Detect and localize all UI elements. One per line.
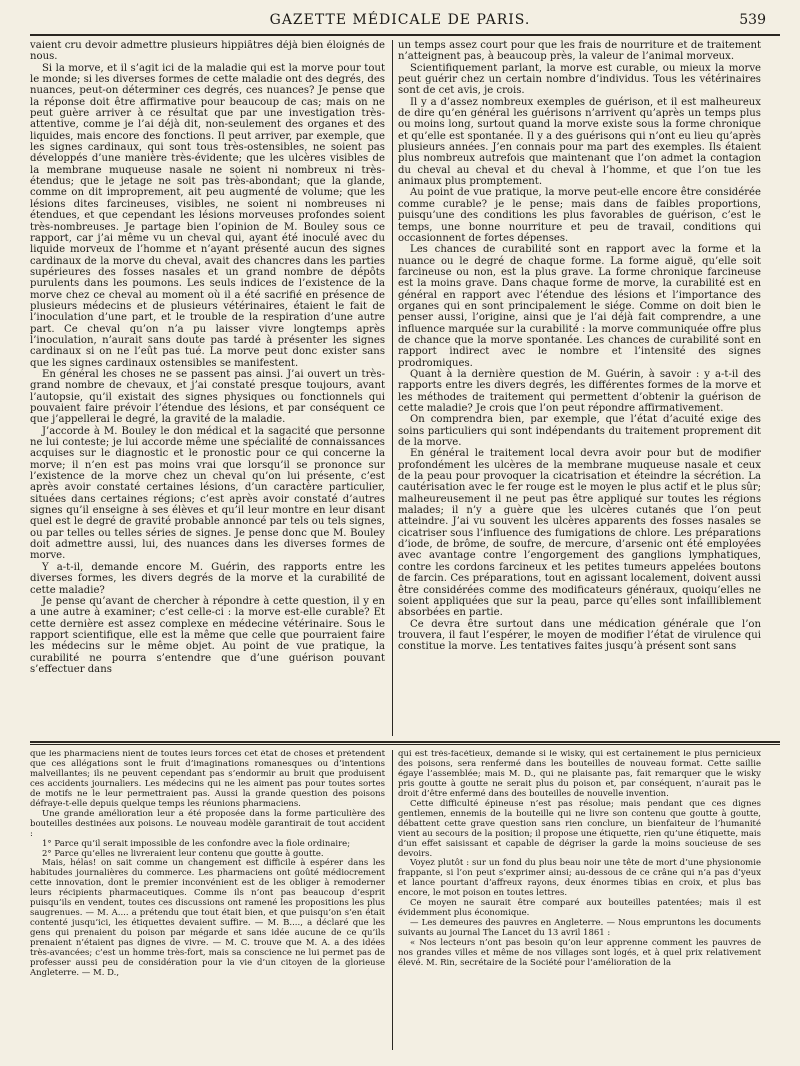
paragraph: Mais, hélas! on sait comme un changement est difficile à espérer dans les habitudes journalières du commerce. Les pharmaciens ont goûté médiocrement cette innovation, dont le premier inconvénient est de les obliger à remoderner leurs récipients pharmaceutiques. Comme ils n’ont pas beaucoup d’esprit puisqu’ils en vendent, toutes ces discussions ont ramené les propositions les plus saugrenues. — M. A.... a prétendu que tout était bien, et que puisqu’on s’en était contenté jusqu’ici, les étiquettes devaient suffire. — M. B...., a déclaré que les gens qui prenaient du poison par mégarde et sans idée aucune de ce qu’ils prenaient n’étaient pas dignes de vivre. — M. C. trouve que M. A. a des idées très-avancées; c’est un homme très-fort, mais sa conscience ne lui permet pas de professer aussi peu de considération pour la vie d’un citoyen de la glorieuse Angleterre. — M. D., (30, 858, 385, 978)
feuilleton-rule-bottom (30, 744, 780, 745)
feuilleton-column-divider (392, 750, 393, 1050)
paragraph: Au point de vue pratique, la morve peut-elle encore être considérée comme curable? je le pense; mais dans de faibles proportions, puisqu’une des conditions les plus favorables de guérison, c’est le temps, une bonne nourriture et peu de travail, conditions qui occasionnent de fortes dépenses. (398, 187, 761, 244)
paragraph: On comprendra bien, par exemple, que l’état d’acuité exige des soins particuliers qui sont indépendants du traitement proprement dit de la morve. (398, 414, 761, 449)
paragraph: un temps assez court pour que les frais de nourriture et de traitement n’atteignent pas, à beaucoup près, la valeur de l’animal morveux. (398, 40, 761, 63)
paragraph: Ce devra être surtout dans une médication générale que l’on trouvera, il faut l’espérer, le moyen de modifier l’état de virulence qui constitue la morve. Les tentatives faites jusqu’à présent sont sans (398, 618, 761, 653)
paragraph: « Nos lecteurs n’ont pas besoin qu’on leur apprenne comment les pauvres de nos grandes villes et même de nos villages sont logés, et à quel prix relativement élevé. M. Rin, secrétaire de la Société pour l’amélioration de la (398, 938, 761, 969)
paragraph: Ce moyen ne saurait être comparé aux bouteilles patentées; mais il est évidemment plus économique. (398, 898, 761, 919)
feuilleton-rule-top (30, 741, 780, 743)
header-rule (30, 34, 780, 36)
section-heading-paragraph: — Les demeures des pauvres en Angleterre. — Nous empruntons les documents suivants au journal The Lancet du 13 avril 1861 : (398, 918, 761, 939)
paragraph: qui est très-facétieux, demande si le wisky, qui est certainement le plus pernicieux des poisons, sera renfermé dans les bouteilles de nouveau format. Cette saillie égaye l’assemblée; mais M. D., qui ne plaisante pas, fait remarquer que le wisky pris goutte à goutte ne serait plus du poison et, par conséquent, n’aurait pas le droit d’être enfermé dans des bouteilles de nouvelle invention. (398, 750, 761, 799)
paragraph: Il y a d’assez nombreux exemples de guérison, et il est malheureux de dire qu’en général les guérisons n’arrivent qu’après un temps plus ou moins long, surtout quand la morve existe sous la forme chronique et qu’elle est spontanée. Il y a des guérisons qui n’ont eu lieu qu’après plusieurs années. J’en connais pour ma part des exemples. Ils étaient plus nombreux autrefois que maintenant que l’on admet la contagion du cheval au cheval et du cheval à l’homme, et que l’on tue les animaux plus promptement. (398, 96, 761, 188)
paragraph: Y a-t-il, demande encore M. Guérin, des rapports entre les diverses formes, les divers degrés de la morve et la curabilité de cette maladie? (30, 561, 385, 596)
main-column-left (30, 40, 385, 736)
page-header (0, 8, 800, 32)
paragraph: Je pense qu’avant de chercher à répondre à cette question, il y en a une autre à examiner; c’est celle-ci : la morve est-elle curable? Et cette dernière est assez complexe en médecine vétérinaire. Sous le rapport scientifique, elle est la même que celle que pourraient faire les médecins sur le même objet. Au point de vue pratique, la curabilité ne pourra s’entendre que d’une guérison pouvant s’effectuer dans (30, 595, 385, 675)
feuilleton-column-left (30, 750, 385, 1050)
main-column-right (398, 40, 761, 736)
paragraph: Les chances de curabilité sont en rapport avec la forme et la nuance ou le degré de chaque forme. La forme aiguë, qu’elle soit farcineuse ou non, est la plus grave. La forme chronique farcineuse est la moins grave. Dans chaque forme de morve, la curabilité est en général en rapport avec l’étendue des lésions et l’importance des organes qui en sont principalement le siége. Comme on doit bien le penser aussi, l’origine, ainsi que je l’ai déjà fait comprendre, a une influence marquée sur la curabilité : la morve communiquée offre plus de chance que la morve spontanée. Les chances de curabilité sont en rapport indirect avec le nombre et l’intensité des signes prodromiques. (398, 244, 761, 369)
paragraph: Voyez plutôt : sur un fond du plus beau noir une tête de mort d’une physionomie frappante, si l’on peut s’exprimer ainsi; au-dessous de ce crâne qui n’a pas d’yeux et lance pourtant d’affreux rayons, deux énormes tibias en croix, et plus bas encore, le mot poison en toutes lettres. (398, 858, 761, 899)
column-divider (392, 40, 393, 736)
paragraph: En général les choses ne se passent pas ainsi. J’ai ouvert un très-grand nombre de chevaux, et j’ai constaté presque toujours, avant l’autopsie, qu’il existait des signes physiques ou fonctionnels qui pouvaient faire prévoir l’étendue des lésions, et par conséquent ce que j’appellerai le degré, la gravité de la maladie. (30, 368, 385, 426)
paragraph: Cette difficulté épineuse n’est pas résolue; mais pendant que ces dignes gentlemen, ennemis de la bouteille qui ne livre son contenu que goutte à goutte, débattent cette grave question sans rien conclure, un bienfaiteur de l’humanité vient au secours de la position; il propose une étiquette, rien qu’une étiquette, mais d’un effet saisissant et capable de dégriser la garde la moins soucieuse de ses devoirs. (398, 798, 761, 859)
feuilleton-column-right (398, 750, 761, 1050)
paragraph: Quant à la dernière question de M. Guérin, à savoir : y a-t-il des rapports entre les divers degrés, les différentes formes de la morve et les méthodes de traitement qui permettent d’obtenir la guérison de cette maladie? Je crois que l’on peut répondre affirmativement. (398, 368, 761, 414)
paragraph: Scientifiquement parlant, la morve est curable, ou mieux la morve peut guérir chez un certain nombre d’individus. Tous les vétérinaires sont de cet avis, je crois. (398, 62, 761, 97)
paragraph: J’accorde à M. Bouley le don médical et la sagacité que personne ne lui conteste; je lui accorde même une spécialité de connaissances acquises sur le diagnostic et le pronostic pour ce qui concerne la morve; il n’en est pas moins vrai que lorsqu’il se prononce sur l’existence de la morve chez un cheval qu’on lui présente, c’est après avoir constaté certaines lésions, d’un caractère particulier, situées dans certaines régions; c’est après avoir constaté d’autres signes qu’il enseigne à ses élèves et qu’il leur montre en leur disant quel est le degré de gravité probable annoncé par tels ou tels signes, ou par telles ou telles séries de signes. Je pense donc que M. Bouley doit admettre aussi, lui, des nuances dans les diverses formes de morve. (30, 425, 385, 562)
paragraph: 2° Parce qu’elles ne livreraient leur contenu que goutte à goutte. (42, 848, 324, 859)
paragraph: Si la morve, et il s’agit ici de la maladie qui est la morve pour tout le monde; si les diverses formes de cette maladie ont des degrés, des nuances, peut-on déterminer ces degrés, ces nuances? Je pense que la réponse doit être affirmative pour beaucoup de cas; mais on ne peut guère arriver à ce résultat que par une investigation très-attentive, comme je l’ai déjà dit, non-seulement des organes et des liquides, mais encore des fonctions. Il peut arriver, par exemple, que les signes cardinaux, qui sont tous très-ostensibles, ne soient pas développés d’une manière très-évidente; que les ulcères visibles de la membrane muqueuse nasale ne soient ni nombreux ni très-étendus; que le jetage ne soit pas très-abondant; que la glande, comme on dit improprement, ait peu augmenté de volume; que les lésions dites farcineuses, visibles, ne soient ni nombreuses ni étendues, et que cependant les lésions morveuses profondes soient très-nombreuses. Je partage bien l’opinion de M. Bouley sous ce rapport, car j’ai même vu un cheval qui, ayant été inoculé avec du liquide morveux de l’homme et n’ayant présenté aucun des signes cardinaux de la morve du cheval, avait des chancres dans les parties supérieures des fosses nasales et un grand nombre de dépôts purulents dans les poumons. Les seuls indices de l’existence de la morve chez ce cheval au moment où il a été sacrifié en présence de plusieurs médecins et de plusieurs vétérinaires, étaient le fait de l’inoculation d’une part, et le trouble de la respiration d’une autre part. Ce cheval qu’on n’a pu laisser vivre longtemps après l’inoculation, n’aurait sans doute pas tardé à présenter les signes cardinaux si on ne l’eût pas tué. La morve peut donc exister sans que les signes cardinaux ostensibles se manifestent. (30, 62, 385, 369)
page-number: 539 (739, 12, 766, 28)
paragraph: que les pharmaciens nient de toutes leurs forces cet état de choses et prétendent que ces allégations sont le fruit d’imaginations romanesques ou d’intentions malveillantes; ils ne peuvent cependant pas s’endormir au bruit que produisent ces accidents journaliers. Les médecins qui ne les aiment pas pour toutes sortes de motifs ne le leur permettraient pas. Aussi la grande question des poisons défraye-t-elle depuis quelque temps les réunions pharmaciens. (30, 750, 385, 809)
paragraph: 1° Parce qu’il serait impossible de les confondre avec la fiole ordinaire; (42, 838, 351, 849)
paragraph: En général le traitement local devra avoir pour but de modifier profondément les ulcères de la membrane muqueuse nasale et ceux de la peau pour provoquer la cicatrisation et éteindre la sécrétion. La cautérisation avec le fer rouge est le moyen le plus actif et le plus sûr; malheureusement il ne peut pas être appliqué sur toutes les régions malades; il n’y a guère que les ulcères cutanés que l’on peut atteindre. J’ai vu souvent les ulcères apparents des fosses nasales se cicatriser sous l’influence des fumigations de chlore. Les préparations d’iode, de brôme, de soufre, de mercure, d’arsenic ont été employées avec avantage contre l’engorgement des ganglions lymphatiques, contre les cordons farcineux et les petites tumeurs appelées boutons de farcin. Ces préparations, tout en agissant localement, doivent aussi être considérées comme des modificateurs généraux, quoiqu’elles ne soient appliquées que sur la peau, parce qu’elles sont infailliblement absorbées en partie. (398, 448, 761, 619)
paragraph: Une grande amélioration leur a été proposée dans la forme particulière des bouteilles destinées aux poisons. Le nouveau modèle garantirait de tout accident : (30, 808, 385, 839)
paragraph: vaient cru devoir admettre plusieurs hippiâtres déjà bien éloignés de nous. (30, 40, 385, 63)
journal-title: GAZETTE MÉDICALE DE PARIS. (269, 12, 531, 28)
